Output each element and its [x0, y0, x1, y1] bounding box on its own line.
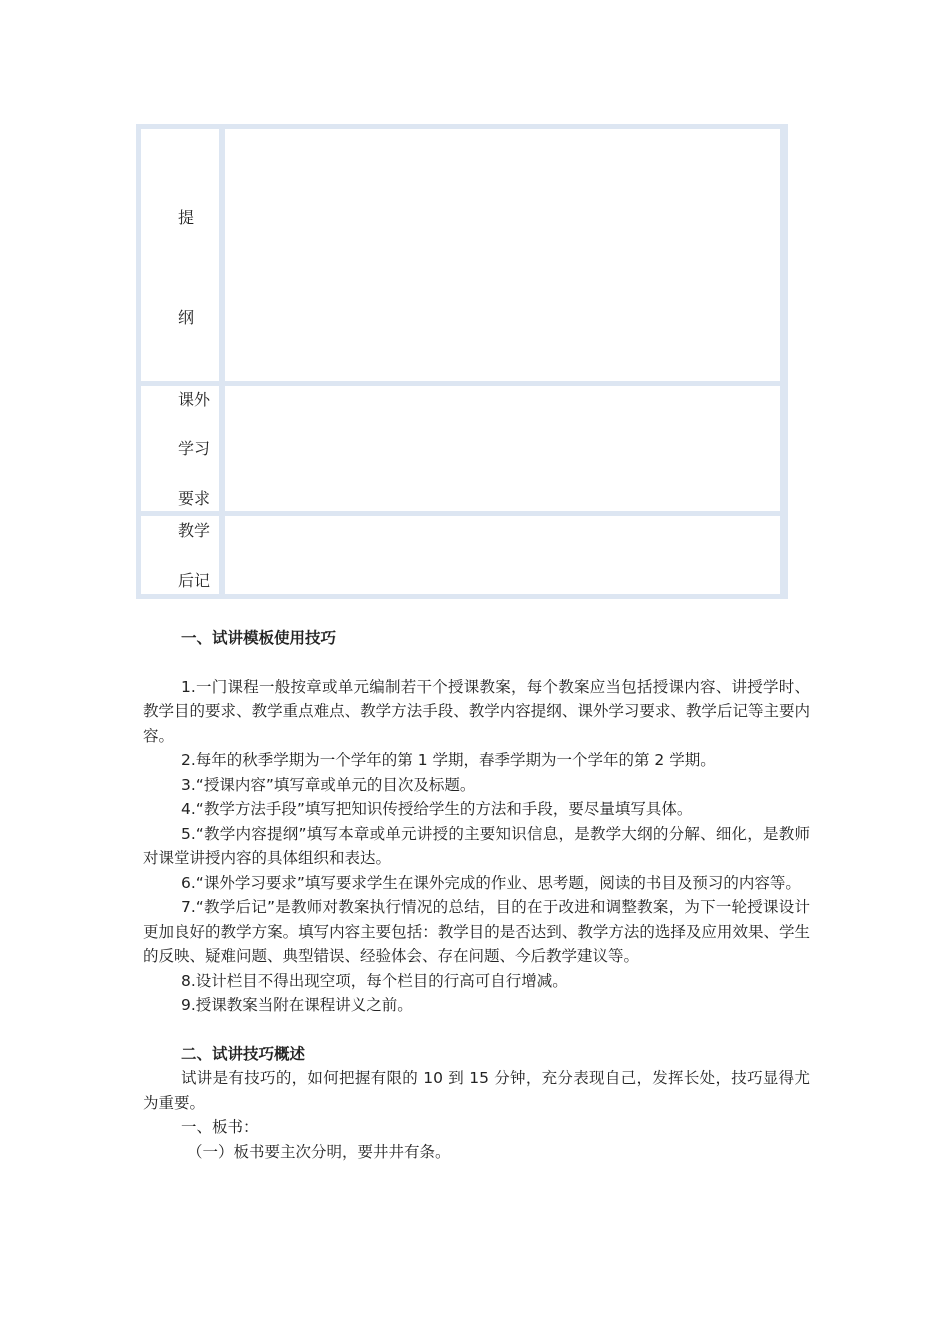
- row-label-line: 教学: [178, 521, 211, 540]
- section-heading: 一、试讲模板使用技巧: [181, 629, 337, 647]
- paragraph: 试讲是有技巧的，如何把握有限的 10 到 15 分钟，充分表现自己，发挥长处，技巧显得尤为重要。: [143, 1069, 810, 1112]
- paragraph: 7.“教学后记”是教师对教案执行情况的总结，目的在于改进和调整教案，为下一轮授课设计更加良好的教学方案。填写内容主要包括：教学目的是否达到、教学方法的选择及应用效果、学生的反映、疑难问题、典型错误、经验体会、存在问题、今后教学建议等。: [143, 898, 810, 965]
- row-label-line: 课外: [178, 390, 211, 409]
- table-label-cell-outline: [141, 129, 219, 381]
- table-value-cell-postscript: [225, 516, 780, 594]
- row-label-line: 后记: [178, 571, 211, 590]
- row-label-line: 要求: [178, 489, 211, 508]
- lesson-plan-table: [136, 124, 788, 599]
- paragraph: 1.一门课程一般按章或单元编制若干个授课教案，每个教案应当包括授课内容、讲授学时、教学目的要求、教学重点难点、教学方法手段、教学内容提纲、课外学习要求、教学后记等主要内容。: [143, 677, 810, 745]
- paragraph: 3.“授课内容”填写章或单元的目次及标题。: [181, 775, 476, 794]
- row-label-line: 学习: [178, 439, 211, 458]
- document-body: [143, 626, 810, 1164]
- paragraph: 5.“教学内容提纲”填写本章或单元讲授的主要知识信息，是教学大纲的分解、细化，是教师对课堂讲授内容的具体组织和表达。: [143, 824, 810, 867]
- table-value-cell-homework: [225, 386, 780, 511]
- paragraph: 一、板书：: [181, 1118, 259, 1136]
- paragraph: 8.设计栏目不得出现空项，每个栏目的行高可自行增减。: [181, 971, 568, 990]
- paragraph: （一）板书要主次分明，要井井有条。: [187, 1142, 451, 1161]
- table-value-cell-outline: [225, 129, 780, 381]
- section-heading: 二、试讲技巧概述: [181, 1044, 306, 1063]
- paragraph: 2.每年的秋季学期为一个学年的第 1 学期，春季学期为一个学年的第 2 学期。: [181, 751, 716, 769]
- paragraph: 6.“课外学习要求”填写要求学生在课外完成的作业、思考题，阅读的书目及预习的内容等。: [181, 873, 801, 892]
- row-label-line: 纲: [178, 308, 195, 327]
- row-label-line: 提: [178, 208, 195, 227]
- paragraph: 9.授课教案当附在课程讲义之前。: [181, 996, 413, 1014]
- paragraph: 4.“教学方法手段”填写把知识传授给学生的方法和手段，要尽量填写具体。: [181, 800, 693, 818]
